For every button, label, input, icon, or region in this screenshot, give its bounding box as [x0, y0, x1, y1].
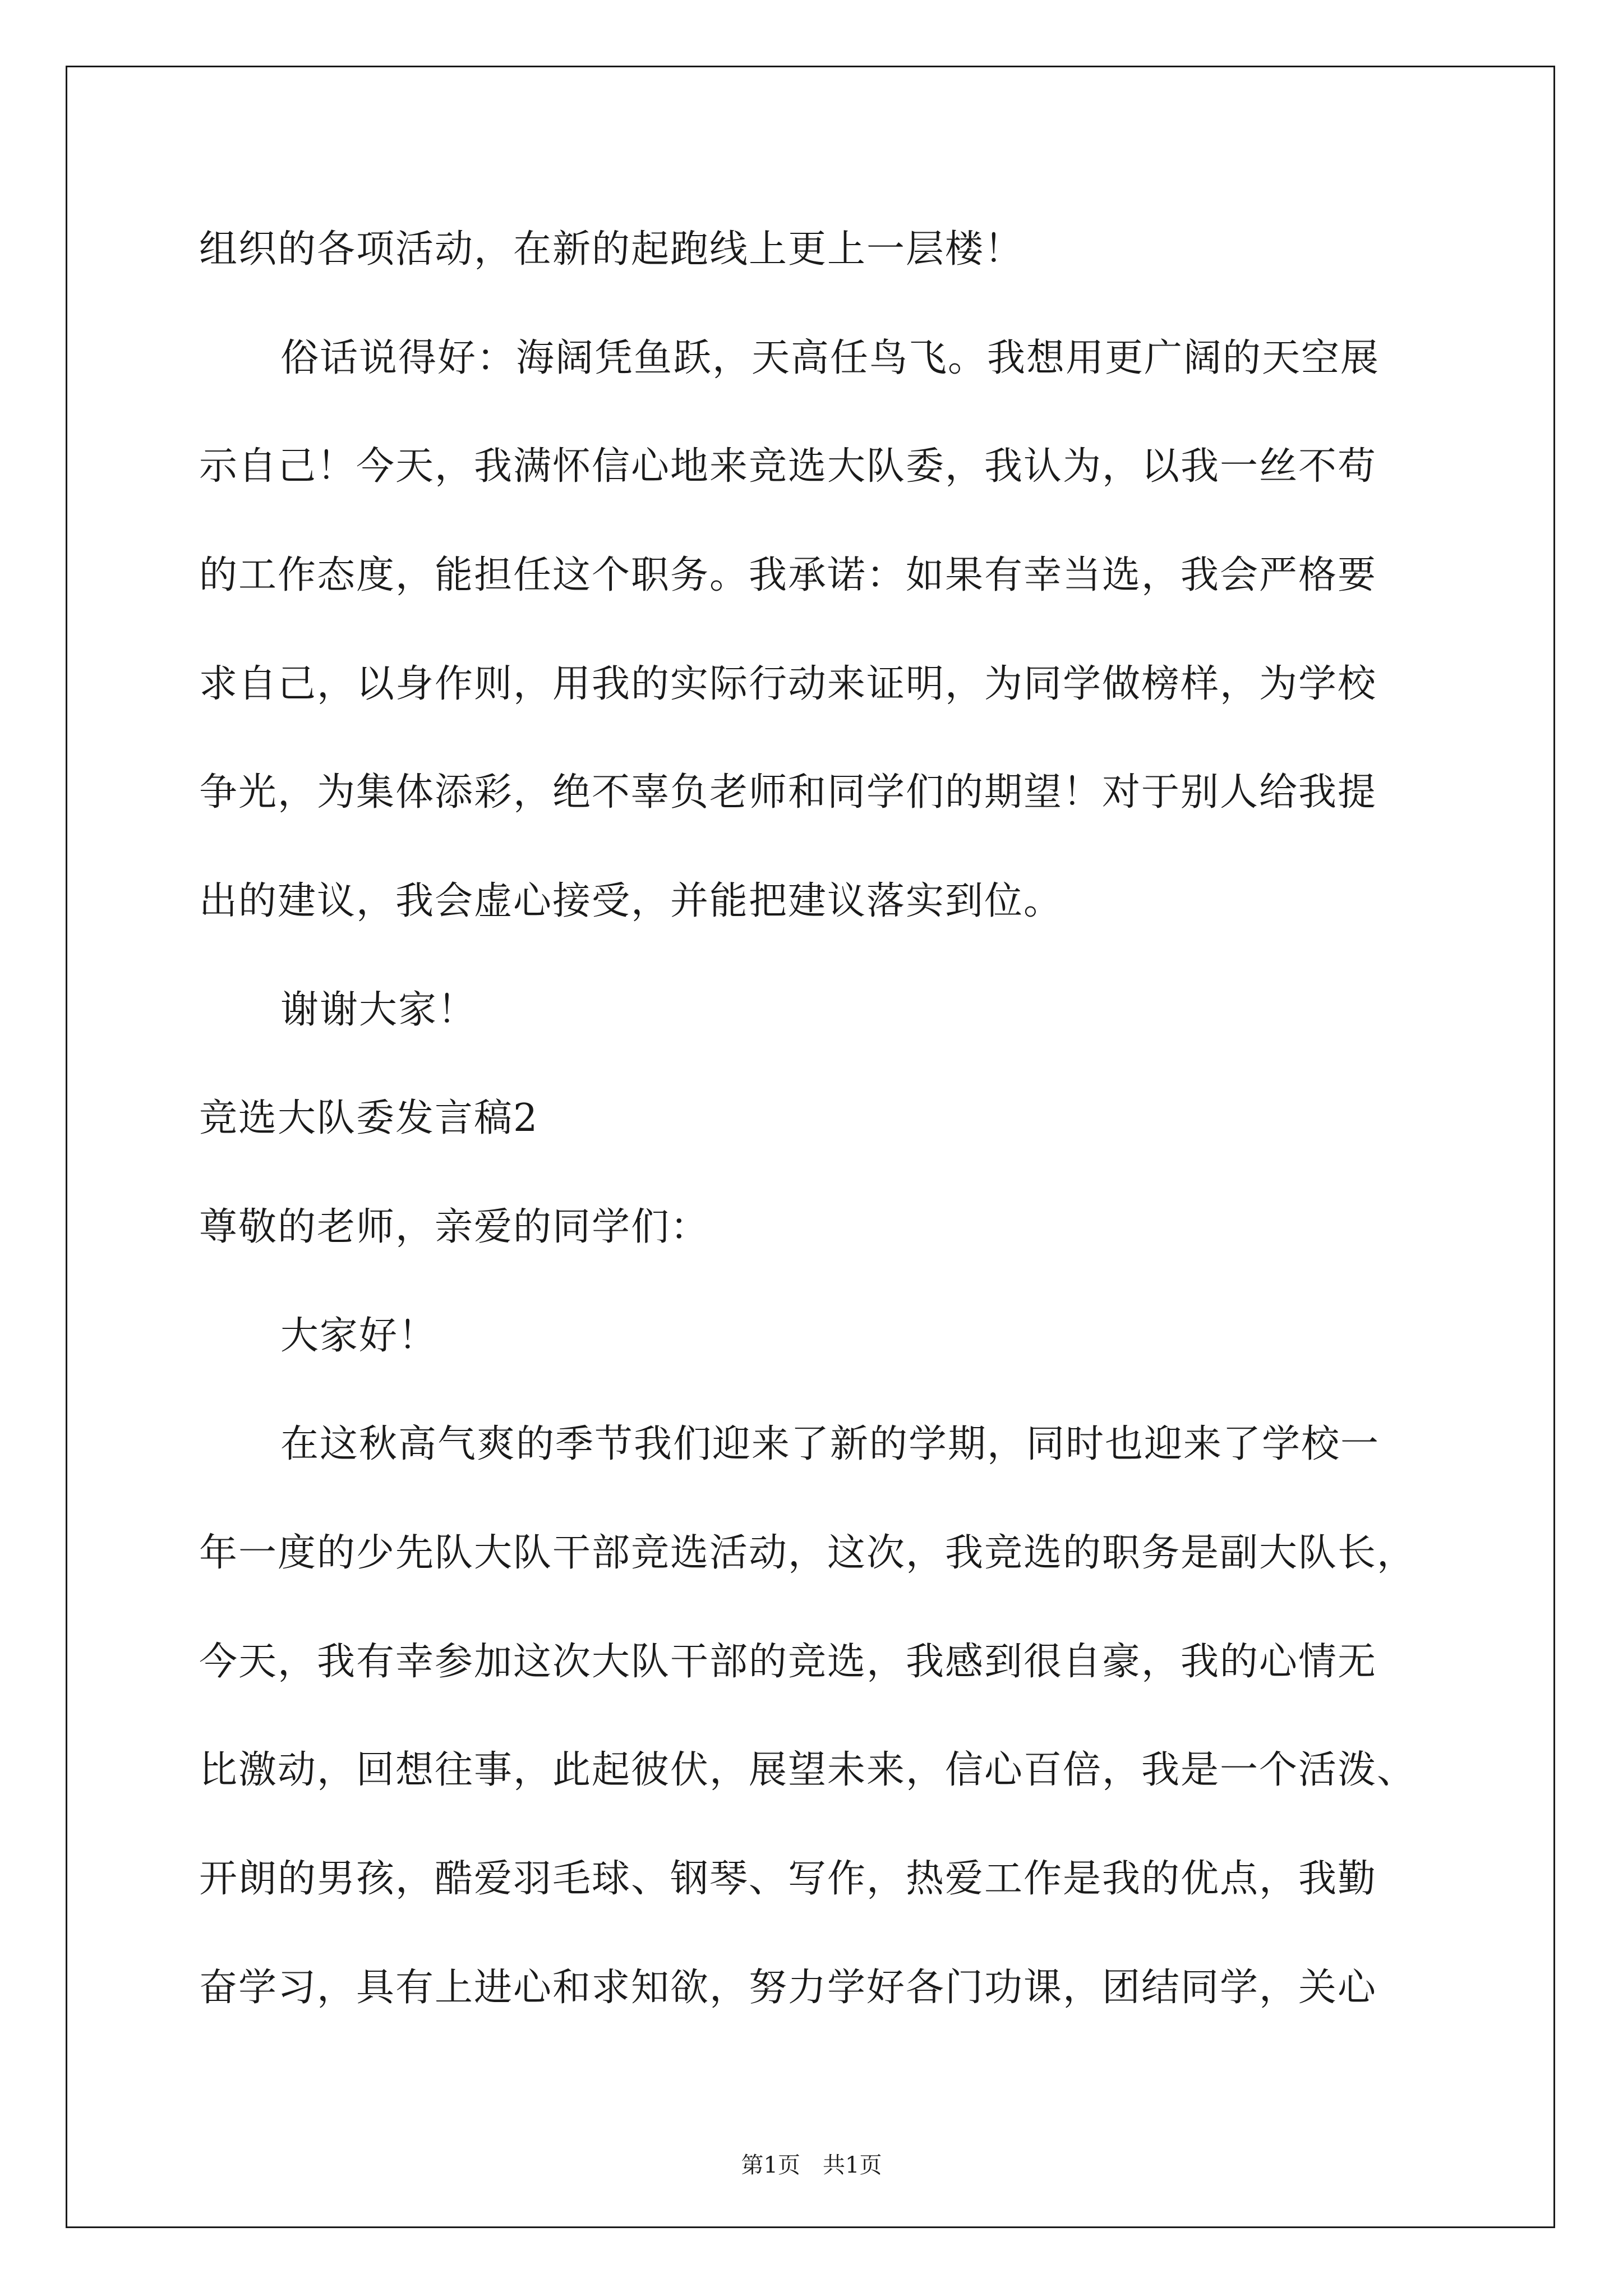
greeting: 大家好！ — [280, 1314, 438, 1358]
text-line: 求自己，以身作则，用我的实际行动来证明，为同学做榜样，为学校 — [199, 662, 1377, 706]
text-line: 俗话说得好：海阔凭鱼跃，天高任鸟飞。我想用更广阔的天空展 — [280, 336, 1380, 380]
text-line: 比激动，回想往事，此起彼伏，展望未来，信心百倍，我是一个活泼、 — [199, 1748, 1417, 1792]
section-heading: 竞选大队委发言稿2 — [199, 1096, 539, 1140]
text-line: 谢谢大家！ — [280, 988, 477, 1032]
text-line: 出的建议，我会虚心接受，并能把建议落实到位。 — [199, 879, 1063, 923]
salutation: 尊敬的老师，亲爱的同学们： — [199, 1205, 710, 1249]
text-line: 争光，为集体添彩，绝不辜负老师和同学们的期望！对于别人给我提 — [199, 770, 1377, 815]
text-line: 开朗的男孩，酷爱羽毛球、钢琴、写作，热爱工作是我的优点，我勤 — [199, 1857, 1377, 1901]
text-line: 奋学习，具有上进心和求知欲，努力学好各门功课，团结同学，关心 — [199, 1966, 1377, 2010]
text-line: 示自己！今天，我满怀信心地来竞选大队委，我认为，以我一丝不苟 — [199, 444, 1377, 489]
text-line: 今天，我有幸参加这次大队干部的竞选，我感到很自豪，我的心情无 — [199, 1640, 1377, 1684]
text-line: 在这秋高气爽的季节我们迎来了新的学期，同时也迎来了学校一 — [280, 1422, 1380, 1466]
page-number: 第1页 共1页 — [741, 2152, 882, 2178]
text-line: 年一度的少先队大队干部竞选活动，这次，我竞选的职务是副大队长， — [199, 1531, 1417, 1575]
text-line: 组织的各项活动，在新的起跑线上更上一层楼！ — [199, 227, 1024, 272]
text-line: 的工作态度，能担任这个职务。我承诺：如果有幸当选，我会严格要 — [199, 553, 1377, 597]
